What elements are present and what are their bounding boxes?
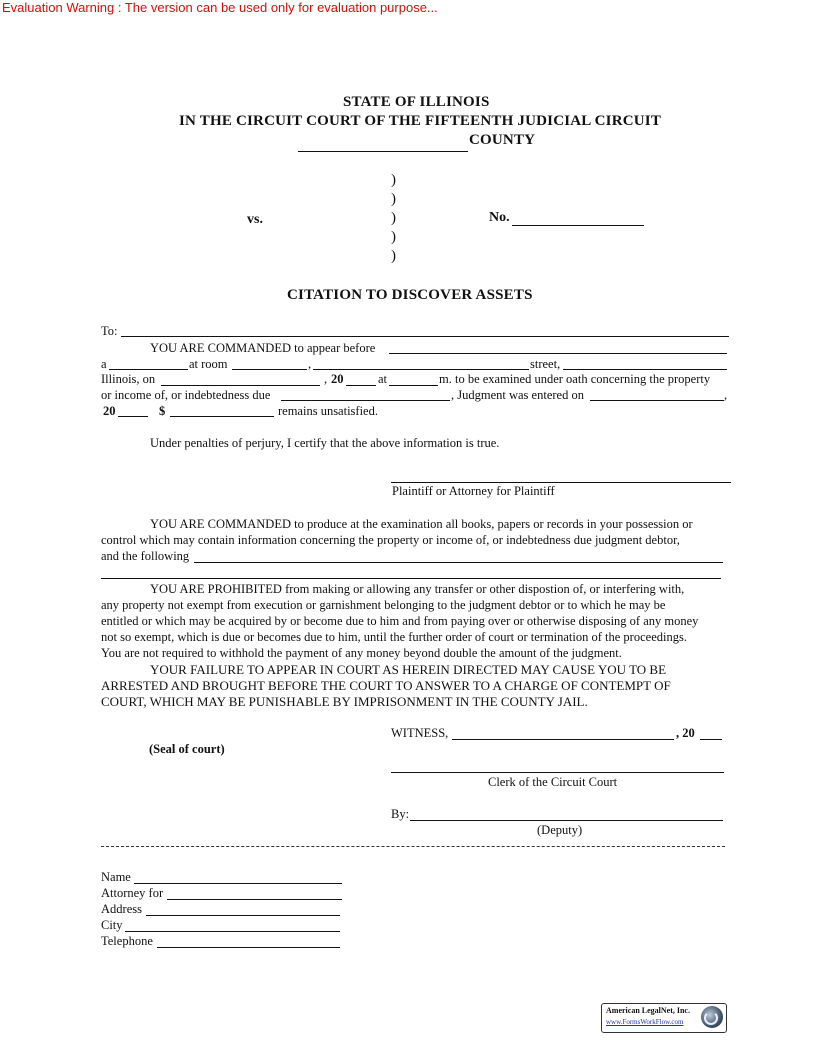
judgment-year-field[interactable] [118,416,148,417]
year-field[interactable] [346,385,376,386]
failure-text: COURT, WHICH MAY BE PUNISHABLE BY IMPRISONMENT IN THE COUNTY JAIL. [101,694,588,709]
caption-paren: ) [391,172,396,188]
witness-field[interactable] [452,739,674,740]
telephone-label: Telephone [101,934,153,948]
plaintiff-label: Plaintiff or Attorney for Plaintiff [392,484,555,498]
income-text: or income of, or indebtedness due [101,388,271,402]
comma-text: , [308,357,312,371]
prohibited-text: You are not required to withhold the payment of any money beyond double the amount of the judgment. [101,646,622,660]
date-field[interactable] [161,385,320,386]
street-label: street, [530,357,561,371]
judgment-entered-text: , Judgment was entered on [451,388,584,402]
clerk-label: Clerk of the Circuit Court [488,775,618,789]
produce-text: control which may contain information concerning the property or income of, or indebtedness due judgment debtor, [101,533,680,547]
caption-paren: ) [391,191,396,207]
to-label: To: [101,324,118,338]
witness-year-prefix: , 20 [676,726,695,740]
perjury-text: Under penalties of perjury, I certify that the above information is true. [150,436,500,450]
to-field[interactable] [121,336,729,337]
year-prefix: 20 [331,372,344,386]
county-label: COUNTY [469,132,536,148]
commanded-appear-text: YOU ARE COMMANDED to appear before [150,341,376,355]
caption-paren: ) [391,248,396,264]
failure-text: YOUR FAILURE TO APPEAR IN COURT AS HEREIN DIRECTED MAY CAUSE YOU TO BE [150,662,667,677]
year-prefix: 20 [103,404,116,418]
evaluation-warning: Evaluation Warning : The version can be used only for evaluation purpose... [2,0,438,15]
attorney-for-label: Attorney for [101,886,164,900]
caption-paren: ) [391,229,396,245]
room-field[interactable] [232,369,307,370]
by-label: By: [391,807,410,821]
dollar-sign: $ [159,404,166,418]
witness-year-field[interactable] [700,739,722,740]
case-no-label: No. [489,210,510,225]
vs-label: vs. [247,212,263,227]
a-label: a [101,357,107,371]
name-field[interactable] [134,883,342,884]
witness-label: WITNESS, [391,726,449,740]
judgment-date-field[interactable] [590,400,724,401]
prohibited-text: any property not exempt from execution or garnishment belonging to the judgment debtor or to which he may be [101,598,666,612]
amount-field[interactable] [170,416,274,417]
at-label: at [378,372,388,386]
clerk-signature-field[interactable] [391,772,724,773]
documents-field-2[interactable] [101,578,721,579]
at-room-label: at room [189,357,228,371]
city-field-footer[interactable] [125,931,340,932]
logo-url[interactable]: www.FormsWorkFlow.com [606,1018,684,1026]
telephone-field[interactable] [157,947,340,948]
address-label: Address [101,902,142,916]
failure-text: ARRESTED AND BROUGHT BEFORE THE COURT TO ANSWER TO A CHARGE OF CONTEMPT OF [101,678,671,693]
time-field[interactable] [389,385,438,386]
deputy-label: (Deputy) [537,823,583,837]
city-label: City [101,918,123,932]
plaintiff-signature-field[interactable] [391,482,731,483]
street-field[interactable] [313,369,529,370]
comma-text: , [724,388,728,402]
address-field[interactable] [146,915,340,916]
produce-text: and the following [101,549,190,563]
formsworkflow-logo[interactable] [601,1003,727,1033]
location-field[interactable] [109,369,188,370]
illinois-on-label: Illinois, on [101,372,156,386]
prohibited-text: entitled or which may be acquired by or become due to him and from paying over or otherwise disposing of any money [101,614,699,628]
prohibited-text: YOU ARE PROHIBITED from making or allowing any transfer or other dispostion of, or interfering with, [150,582,685,596]
state-heading: STATE OF ILLINOIS [343,94,490,110]
logo-company: American LegalNet, Inc. [606,1006,690,1015]
caption-paren: ) [391,210,396,226]
deputy-signature-field[interactable] [410,820,723,821]
court-heading: IN THE CIRCUIT COURT OF THE FIFTEENTH JUDICIAL CIRCUIT [179,113,662,129]
city-field[interactable] [563,369,727,370]
county-field[interactable] [298,151,468,152]
prohibited-text: not so exempt, which is due or becomes due to him, until the further order of court or termination of the proceedings. [101,630,687,644]
examined-text: m. to be examined under oath concerning the property [439,372,711,386]
divider [101,846,725,847]
case-no-field[interactable] [512,225,644,226]
document-title: CITATION TO DISCOVER ASSETS [287,287,533,303]
comma-text: , [324,372,328,386]
name-label: Name [101,870,131,884]
globe-swirl-icon [704,1011,718,1025]
seal-label: (Seal of court) [149,742,225,756]
documents-field[interactable] [194,562,723,563]
unsatisfied-text: remains unsatisfied. [278,404,378,418]
appear-before-field[interactable] [389,353,727,354]
produce-text: YOU ARE COMMANDED to produce at the examination all books, papers or records in your possession or [150,517,693,531]
debtor-field[interactable] [281,400,450,401]
attorney-for-field[interactable] [167,899,342,900]
